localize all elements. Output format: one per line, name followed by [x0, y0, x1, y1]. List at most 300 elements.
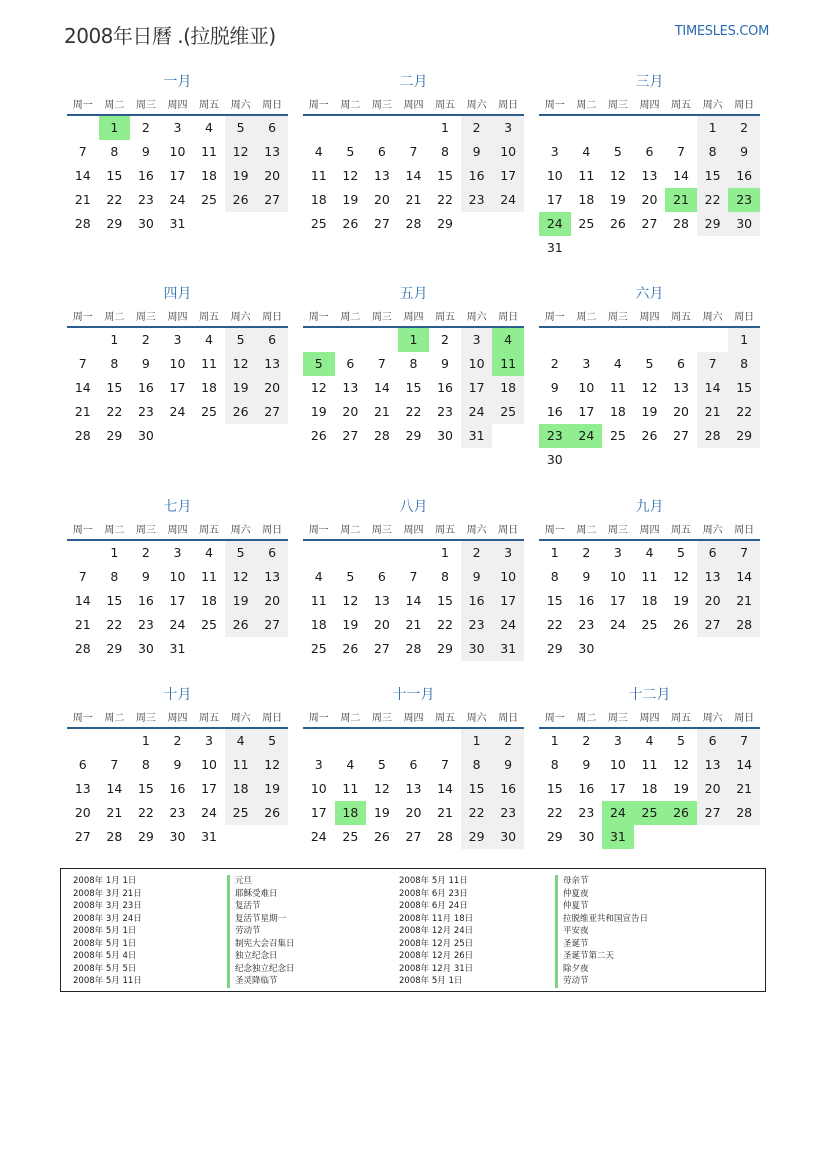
day-cell[interactable]: 16 — [137, 593, 154, 608]
day-cell[interactable]: 14 — [673, 168, 689, 183]
day-cell[interactable]: 11 — [201, 356, 217, 371]
day-cell[interactable]: 14 — [405, 593, 422, 608]
day-cell[interactable]: 24 — [169, 404, 186, 419]
day-cell[interactable]: 5 — [677, 545, 685, 560]
day-cell[interactable]: 5 — [613, 144, 622, 159]
day-cell[interactable]: 27 — [697, 613, 729, 637]
day-cell[interactable]: 19 — [609, 192, 626, 207]
day-cell[interactable]: 3 — [613, 545, 622, 560]
day-cell[interactable]: 19 — [342, 617, 359, 632]
day-cell[interactable]: 30 — [492, 825, 524, 849]
day-cell[interactable]: 7 — [78, 356, 87, 371]
day-cell[interactable]: 30 — [137, 428, 154, 443]
day-cell[interactable]: 3 — [550, 144, 559, 159]
day-cell[interactable]: 21 — [405, 192, 422, 207]
day-cell[interactable]: 31 — [461, 424, 493, 448]
day-cell[interactable]: 15 — [405, 380, 422, 395]
day-cell[interactable]: 3 — [173, 120, 182, 135]
day-cell[interactable]: 25 — [201, 617, 217, 632]
day-cell[interactable]: 16 — [137, 168, 154, 183]
day-cell[interactable]: 25 — [634, 801, 666, 825]
day-cell[interactable]: 23 — [169, 805, 186, 820]
day-cell[interactable]: 7 — [409, 144, 418, 159]
day-cell[interactable]: 18 — [310, 192, 327, 207]
day-cell[interactable]: 1 — [441, 120, 449, 135]
day-cell[interactable]: 25 — [310, 216, 327, 231]
day-cell[interactable]: 22 — [137, 805, 154, 820]
day-cell[interactable]: 19 — [256, 777, 288, 801]
day-cell[interactable]: 25 — [641, 617, 658, 632]
day-cell[interactable]: 29 — [405, 428, 422, 443]
day-cell[interactable]: 18 — [492, 376, 524, 400]
day-cell[interactable]: 4 — [205, 332, 213, 347]
day-cell[interactable]: 21 — [728, 589, 760, 613]
day-cell[interactable]: 29 — [106, 641, 123, 656]
day-cell[interactable]: 13 — [697, 753, 729, 777]
day-cell[interactable]: 26 — [373, 829, 390, 844]
day-cell[interactable]: 9 — [582, 569, 591, 584]
day-cell[interactable]: 16 — [546, 404, 563, 419]
day-cell[interactable]: 6 — [377, 144, 386, 159]
day-cell[interactable]: 27 — [405, 829, 422, 844]
day-cell[interactable]: 15 — [728, 376, 760, 400]
day-cell[interactable]: 26 — [342, 641, 359, 656]
day-cell[interactable]: 6 — [409, 757, 418, 772]
day-cell[interactable]: 5 — [256, 729, 288, 753]
day-cell[interactable]: 10 — [546, 168, 563, 183]
day-cell[interactable]: 6 — [677, 356, 685, 371]
day-cell[interactable]: 14 — [106, 781, 123, 796]
day-cell[interactable]: 20 — [697, 777, 729, 801]
day-cell[interactable]: 8 — [409, 356, 418, 371]
day-cell[interactable]: 16 — [728, 164, 760, 188]
day-cell[interactable]: 18 — [225, 777, 257, 801]
day-cell[interactable]: 8 — [110, 144, 119, 159]
day-cell[interactable]: 4 — [225, 729, 257, 753]
day-cell[interactable]: 22 — [106, 404, 123, 419]
day-cell[interactable]: 7 — [78, 569, 87, 584]
day-cell[interactable]: 16 — [461, 164, 493, 188]
day-cell[interactable]: 29 — [728, 424, 760, 448]
day-cell[interactable]: 4 — [205, 120, 213, 135]
day-cell[interactable]: 31 — [201, 829, 217, 844]
day-cell[interactable]: 26 — [225, 613, 257, 637]
day-cell[interactable]: 21 — [665, 188, 697, 212]
day-cell[interactable]: 12 — [225, 352, 257, 376]
day-cell[interactable]: 22 — [437, 617, 453, 632]
day-cell[interactable]: 18 — [641, 593, 658, 608]
day-cell[interactable]: 18 — [578, 192, 595, 207]
day-cell[interactable]: 16 — [492, 777, 524, 801]
day-cell[interactable]: 22 — [546, 805, 563, 820]
day-cell[interactable]: 23 — [492, 801, 524, 825]
day-cell[interactable]: 8 — [441, 144, 449, 159]
day-cell[interactable]: 25 — [342, 829, 359, 844]
day-cell[interactable]: 8 — [550, 569, 559, 584]
day-cell[interactable]: 20 — [373, 617, 390, 632]
day-cell[interactable]: 4 — [645, 545, 654, 560]
day-cell[interactable]: 22 — [546, 617, 563, 632]
day-cell[interactable]: 27 — [373, 641, 390, 656]
day-cell[interactable]: 26 — [225, 188, 257, 212]
day-cell[interactable]: 6 — [377, 569, 386, 584]
day-cell[interactable]: 13 — [697, 565, 729, 589]
day-cell[interactable]: 24 — [310, 829, 327, 844]
day-cell[interactable]: 21 — [74, 404, 91, 419]
day-cell[interactable]: 31 — [546, 240, 563, 255]
day-cell[interactable]: 20 — [74, 805, 91, 820]
day-cell[interactable]: 12 — [310, 380, 327, 395]
day-cell[interactable]: 11 — [342, 781, 359, 796]
day-cell[interactable]: 4 — [346, 757, 355, 772]
day-cell[interactable]: 17 — [169, 593, 186, 608]
day-cell[interactable]: 8 — [728, 352, 760, 376]
day-cell[interactable]: 8 — [110, 356, 119, 371]
day-cell[interactable]: 24 — [201, 805, 217, 820]
day-cell[interactable]: 15 — [106, 168, 123, 183]
day-cell[interactable]: 10 — [609, 757, 626, 772]
day-cell[interactable]: 17 — [609, 781, 626, 796]
day-cell[interactable]: 28 — [673, 216, 689, 231]
day-cell[interactable]: 11 — [641, 569, 658, 584]
day-cell[interactable]: 30 — [137, 216, 154, 231]
day-cell[interactable]: 26 — [225, 400, 257, 424]
day-cell[interactable]: 11 — [201, 569, 217, 584]
day-cell[interactable]: 10 — [169, 569, 186, 584]
day-cell[interactable]: 19 — [373, 805, 390, 820]
day-cell[interactable]: 22 — [106, 617, 123, 632]
day-cell[interactable]: 1 — [697, 116, 729, 140]
day-cell[interactable]: 21 — [74, 617, 91, 632]
day-cell[interactable]: 5 — [346, 144, 355, 159]
day-cell[interactable]: 28 — [74, 216, 91, 231]
day-cell[interactable]: 24 — [609, 617, 626, 632]
day-cell[interactable]: 9 — [492, 753, 524, 777]
day-cell[interactable]: 13 — [256, 565, 288, 589]
day-cell[interactable]: 12 — [641, 380, 658, 395]
day-cell[interactable]: 21 — [373, 404, 390, 419]
day-cell[interactable]: 20 — [697, 589, 729, 613]
day-cell[interactable]: 24 — [602, 801, 634, 825]
day-cell[interactable]: 17 — [492, 589, 524, 613]
day-cell[interactable]: 3 — [173, 545, 182, 560]
day-cell[interactable]: 9 — [461, 565, 493, 589]
day-cell[interactable]: 10 — [492, 140, 524, 164]
day-cell[interactable]: 25 — [492, 400, 524, 424]
day-cell[interactable]: 15 — [546, 781, 563, 796]
day-cell[interactable]: 12 — [673, 757, 689, 772]
day-cell[interactable]: 1 — [728, 328, 760, 352]
day-cell[interactable]: 5 — [677, 733, 685, 748]
day-cell[interactable]: 28 — [74, 428, 91, 443]
day-cell[interactable]: 21 — [74, 192, 91, 207]
day-cell[interactable]: 23 — [728, 188, 760, 212]
day-cell[interactable]: 9 — [728, 140, 760, 164]
day-cell[interactable]: 29 — [546, 641, 563, 656]
day-cell[interactable]: 21 — [437, 805, 453, 820]
day-cell[interactable]: 17 — [310, 805, 327, 820]
day-cell[interactable]: 12 — [342, 168, 359, 183]
day-cell[interactable]: 2 — [173, 733, 182, 748]
day-cell[interactable]: 17 — [169, 168, 186, 183]
day-cell[interactable]: 9 — [141, 144, 150, 159]
day-cell[interactable]: 13 — [673, 380, 689, 395]
day-cell[interactable]: 11 — [609, 380, 626, 395]
day-cell[interactable]: 25 — [609, 428, 626, 443]
day-cell[interactable]: 27 — [256, 613, 288, 637]
day-cell[interactable]: 21 — [106, 805, 123, 820]
day-cell[interactable]: 26 — [256, 801, 288, 825]
day-cell[interactable]: 30 — [461, 637, 493, 661]
day-cell[interactable]: 5 — [377, 757, 386, 772]
day-cell[interactable]: 12 — [225, 565, 257, 589]
day-cell[interactable]: 8 — [110, 569, 119, 584]
day-cell[interactable]: 10 — [169, 356, 186, 371]
day-cell[interactable]: 8 — [461, 753, 493, 777]
day-cell[interactable]: 15 — [106, 593, 123, 608]
day-cell[interactable]: 3 — [613, 733, 622, 748]
day-cell[interactable]: 10 — [609, 569, 626, 584]
day-cell[interactable]: 7 — [697, 352, 729, 376]
day-cell[interactable]: 18 — [310, 617, 327, 632]
day-cell[interactable]: 24 — [539, 212, 571, 236]
day-cell[interactable]: 24 — [169, 617, 186, 632]
day-cell[interactable]: 28 — [74, 641, 91, 656]
day-cell[interactable]: 20 — [673, 404, 689, 419]
day-cell[interactable]: 22 — [405, 404, 422, 419]
day-cell[interactable]: 14 — [74, 593, 91, 608]
day-cell[interactable]: 15 — [137, 781, 154, 796]
day-cell[interactable]: 21 — [405, 617, 422, 632]
day-cell[interactable]: 29 — [106, 428, 123, 443]
day-cell[interactable]: 30 — [137, 641, 154, 656]
day-cell[interactable]: 17 — [492, 164, 524, 188]
day-cell[interactable]: 11 — [310, 168, 327, 183]
day-cell[interactable]: 4 — [205, 545, 213, 560]
day-cell[interactable]: 30 — [728, 212, 760, 236]
day-cell[interactable]: 15 — [106, 380, 123, 395]
day-cell[interactable]: 22 — [461, 801, 493, 825]
day-cell[interactable]: 7 — [441, 757, 449, 772]
day-cell[interactable]: 19 — [673, 593, 689, 608]
day-cell[interactable]: 27 — [697, 801, 729, 825]
day-cell[interactable]: 8 — [441, 569, 449, 584]
day-cell[interactable]: 1 — [550, 545, 559, 560]
day-cell[interactable]: 27 — [673, 428, 689, 443]
day-cell[interactable]: 20 — [405, 805, 422, 820]
day-cell[interactable]: 9 — [550, 380, 559, 395]
day-cell[interactable]: 23 — [437, 404, 453, 419]
day-cell[interactable]: 18 — [609, 404, 626, 419]
day-cell[interactable]: 23 — [137, 617, 154, 632]
day-cell[interactable]: 2 — [461, 116, 493, 140]
day-cell[interactable]: 18 — [201, 593, 217, 608]
day-cell[interactable]: 30 — [578, 641, 595, 656]
day-cell[interactable]: 23 — [461, 613, 493, 637]
day-cell[interactable]: 7 — [78, 144, 87, 159]
day-cell[interactable]: 16 — [137, 380, 154, 395]
day-cell[interactable]: 25 — [310, 641, 327, 656]
day-cell[interactable]: 13 — [74, 781, 91, 796]
day-cell[interactable]: 7 — [377, 356, 386, 371]
day-cell[interactable]: 28 — [728, 801, 760, 825]
day-cell[interactable]: 14 — [74, 380, 91, 395]
day-cell[interactable]: 12 — [673, 569, 689, 584]
day-cell[interactable]: 6 — [346, 356, 355, 371]
day-cell[interactable]: 30 — [437, 428, 453, 443]
day-cell[interactable]: 13 — [256, 352, 288, 376]
day-cell[interactable]: 1 — [461, 729, 493, 753]
day-cell[interactable]: 29 — [137, 829, 154, 844]
day-cell[interactable]: 2 — [441, 332, 449, 347]
day-cell[interactable]: 12 — [256, 753, 288, 777]
day-cell[interactable]: 2 — [141, 545, 150, 560]
day-cell[interactable]: 1 — [110, 332, 119, 347]
day-cell[interactable]: 10 — [201, 757, 217, 772]
day-cell[interactable]: 5 — [346, 569, 355, 584]
day-cell[interactable]: 26 — [310, 428, 327, 443]
day-cell[interactable]: 24 — [492, 613, 524, 637]
day-cell[interactable]: 1 — [110, 545, 119, 560]
day-cell[interactable]: 14 — [74, 168, 91, 183]
day-cell[interactable]: 30 — [578, 829, 595, 844]
day-cell[interactable]: 6 — [256, 328, 288, 352]
day-cell[interactable]: 11 — [641, 757, 658, 772]
day-cell[interactable]: 17 — [578, 404, 595, 419]
day-cell[interactable]: 4 — [314, 569, 323, 584]
day-cell[interactable]: 27 — [256, 188, 288, 212]
day-cell[interactable]: 15 — [546, 593, 563, 608]
day-cell[interactable]: 3 — [492, 116, 524, 140]
day-cell[interactable]: 28 — [437, 829, 453, 844]
day-cell[interactable]: 27 — [342, 428, 359, 443]
day-cell[interactable]: 19 — [225, 164, 257, 188]
day-cell[interactable]: 4 — [645, 733, 654, 748]
day-cell[interactable]: 10 — [461, 352, 493, 376]
day-cell[interactable]: 21 — [728, 777, 760, 801]
day-cell[interactable]: 11 — [578, 168, 595, 183]
day-cell[interactable]: 1 — [141, 733, 150, 748]
day-cell[interactable]: 1 — [99, 116, 131, 140]
day-cell[interactable]: 26 — [665, 801, 697, 825]
day-cell[interactable]: 2 — [141, 332, 150, 347]
day-cell[interactable]: 9 — [173, 757, 182, 772]
day-cell[interactable]: 17 — [201, 781, 217, 796]
day-cell[interactable]: 20 — [256, 589, 288, 613]
day-cell[interactable]: 21 — [697, 400, 729, 424]
day-cell[interactable]: 13 — [641, 168, 658, 183]
day-cell[interactable]: 5 — [225, 328, 257, 352]
day-cell[interactable]: 29 — [437, 641, 453, 656]
day-cell[interactable]: 23 — [137, 192, 154, 207]
day-cell[interactable]: 17 — [546, 192, 563, 207]
day-cell[interactable]: 23 — [137, 404, 154, 419]
day-cell[interactable]: 27 — [256, 400, 288, 424]
day-cell[interactable]: 28 — [405, 641, 422, 656]
day-cell[interactable]: 4 — [314, 144, 323, 159]
day-cell[interactable]: 13 — [256, 140, 288, 164]
day-cell[interactable]: 24 — [571, 424, 603, 448]
day-cell[interactable]: 24 — [169, 192, 186, 207]
day-cell[interactable]: 29 — [461, 825, 493, 849]
day-cell[interactable]: 26 — [673, 617, 689, 632]
day-cell[interactable]: 17 — [609, 593, 626, 608]
day-cell[interactable]: 8 — [697, 140, 729, 164]
day-cell[interactable]: 22 — [728, 400, 760, 424]
day-cell[interactable]: 31 — [602, 825, 634, 849]
day-cell[interactable]: 26 — [641, 428, 658, 443]
day-cell[interactable]: 16 — [437, 380, 453, 395]
day-cell[interactable]: 19 — [641, 404, 658, 419]
day-cell[interactable]: 19 — [225, 589, 257, 613]
day-cell[interactable]: 6 — [645, 144, 654, 159]
day-cell[interactable]: 9 — [141, 569, 150, 584]
day-cell[interactable]: 2 — [461, 541, 493, 565]
day-cell[interactable]: 24 — [461, 400, 493, 424]
day-cell[interactable]: 12 — [342, 593, 359, 608]
day-cell[interactable]: 1 — [398, 328, 430, 352]
day-cell[interactable]: 13 — [405, 781, 422, 796]
day-cell[interactable]: 6 — [256, 116, 288, 140]
day-cell[interactable]: 15 — [437, 168, 453, 183]
day-cell[interactable]: 26 — [342, 216, 359, 231]
day-cell[interactable]: 4 — [582, 144, 591, 159]
day-cell[interactable]: 31 — [169, 641, 186, 656]
day-cell[interactable]: 19 — [310, 404, 327, 419]
day-cell[interactable]: 20 — [256, 376, 288, 400]
day-cell[interactable]: 7 — [110, 757, 119, 772]
day-cell[interactable]: 23 — [539, 424, 571, 448]
day-cell[interactable]: 27 — [74, 829, 91, 844]
day-cell[interactable]: 25 — [201, 404, 217, 419]
day-cell[interactable]: 12 — [373, 781, 390, 796]
day-cell[interactable]: 6 — [256, 541, 288, 565]
day-cell[interactable]: 28 — [405, 216, 422, 231]
day-cell[interactable]: 15 — [697, 164, 729, 188]
day-cell[interactable]: 9 — [441, 356, 449, 371]
day-cell[interactable]: 11 — [492, 352, 524, 376]
day-cell[interactable]: 10 — [310, 781, 327, 796]
day-cell[interactable]: 19 — [342, 192, 359, 207]
day-cell[interactable]: 4 — [492, 328, 524, 352]
day-cell[interactable]: 22 — [697, 188, 729, 212]
day-cell[interactable]: 3 — [492, 541, 524, 565]
day-cell[interactable]: 2 — [141, 120, 150, 135]
day-cell[interactable]: 3 — [461, 328, 493, 352]
day-cell[interactable]: 5 — [225, 541, 257, 565]
day-cell[interactable]: 9 — [582, 757, 591, 772]
day-cell[interactable]: 14 — [373, 380, 390, 395]
day-cell[interactable]: 29 — [697, 212, 729, 236]
day-cell[interactable]: 20 — [641, 192, 658, 207]
day-cell[interactable]: 31 — [492, 637, 524, 661]
day-cell[interactable]: 1 — [550, 733, 559, 748]
day-cell[interactable]: 16 — [578, 781, 595, 796]
day-cell[interactable]: 28 — [373, 428, 390, 443]
day-cell[interactable]: 15 — [437, 593, 453, 608]
day-cell[interactable]: 2 — [550, 356, 559, 371]
day-cell[interactable]: 10 — [578, 380, 595, 395]
day-cell[interactable]: 20 — [342, 404, 359, 419]
day-cell[interactable]: 16 — [169, 781, 186, 796]
day-cell[interactable]: 25 — [201, 192, 217, 207]
day-cell[interactable]: 16 — [578, 593, 595, 608]
day-cell[interactable]: 16 — [461, 589, 493, 613]
day-cell[interactable]: 28 — [697, 424, 729, 448]
day-cell[interactable]: 17 — [461, 376, 493, 400]
day-cell[interactable]: 29 — [546, 829, 563, 844]
day-cell[interactable]: 12 — [609, 168, 626, 183]
